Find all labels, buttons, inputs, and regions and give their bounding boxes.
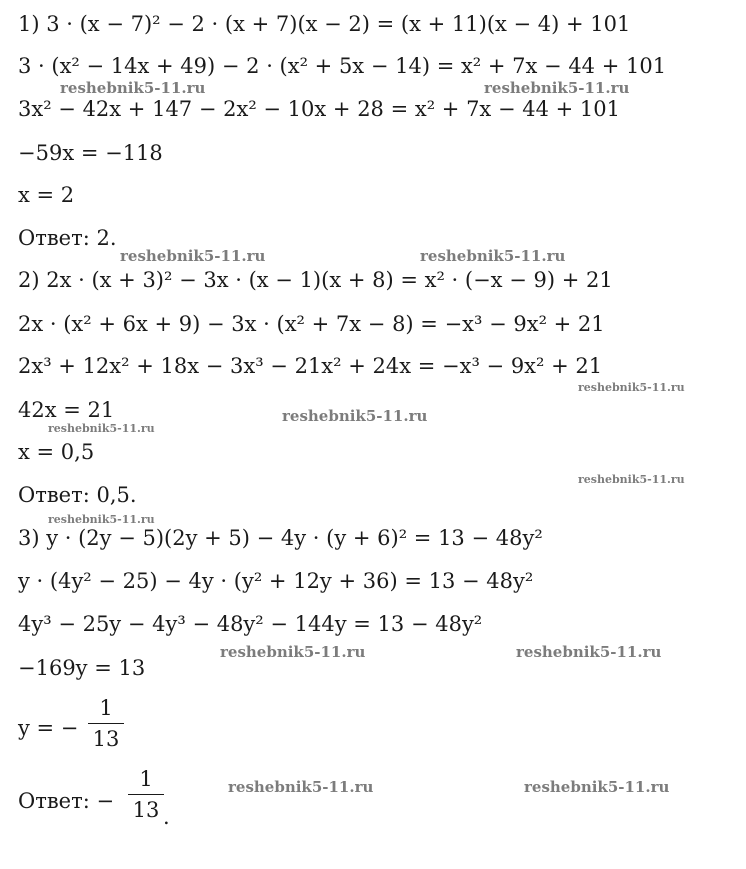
equation-line: 2) 2x · (x + 3)² − 3x · (x − 1)(x + 8) = x² · (−x − 9) + 21	[18, 268, 613, 292]
watermark: reshebnik5-11.ru	[282, 407, 428, 425]
answer-suffix: .	[163, 805, 170, 829]
answer-fraction	[128, 766, 164, 823]
watermark: reshebnik5-11.ru	[516, 643, 662, 661]
equation-line: −59x = −118	[18, 141, 163, 165]
fraction-bar	[88, 723, 124, 724]
watermark: reshebnik5-11.ru	[60, 79, 206, 97]
fraction	[88, 695, 124, 752]
equation-line: x = 2	[18, 183, 75, 207]
equation-line: 42x = 21	[18, 398, 115, 422]
watermark: reshebnik5-11.ru	[48, 513, 155, 526]
watermark: reshebnik5-11.ru	[484, 79, 630, 97]
watermark: reshebnik5-11.ru	[578, 381, 685, 394]
answer-denominator: 13	[132, 798, 160, 822]
fraction-denominator: 13	[92, 727, 120, 751]
watermark: reshebnik5-11.ru	[228, 778, 374, 796]
watermark: reshebnik5-11.ru	[120, 247, 266, 265]
answer-line: Ответ: 2.	[18, 226, 117, 250]
watermark: reshebnik5-11.ru	[220, 643, 366, 661]
equation-line: 3x² − 42x + 147 − 2x² − 10x + 28 = x² + 7x − 44 + 101	[18, 97, 620, 121]
answer-fraction-bar	[128, 794, 164, 795]
equation-line: 1) 3 · (x − 7)² − 2 · (x + 7)(x − 2) = (x + 11)(x − 4) + 101	[18, 12, 631, 36]
fraction-prefix: y = −	[18, 716, 79, 740]
equation-line: x = 0,5	[18, 440, 95, 464]
fraction-numerator: 1	[99, 696, 113, 720]
equation-line: 2x · (x² + 6x + 9) − 3x · (x² + 7x − 8) = −x³ − 9x² + 21	[18, 312, 605, 336]
equation-line: 4y³ − 25y − 4y³ − 48y² − 144y = 13 − 48y²	[18, 612, 483, 636]
answer-numerator: 1	[139, 767, 153, 791]
equation-line: 2x³ + 12x² + 18x − 3x³ − 21x² + 24x = −x³ − 9x² + 21	[18, 354, 603, 378]
answer-line: Ответ: 0,5.	[18, 483, 137, 507]
watermark: reshebnik5-11.ru	[48, 422, 155, 435]
answer-prefix: Ответ: −	[18, 789, 115, 813]
equation-line: 3 · (x² − 14x + 49) − 2 · (x² + 5x − 14) = x² + 7x − 44 + 101	[18, 54, 667, 78]
equation-line: 3) y · (2y − 5)(2y + 5) − 4y · (y + 6)² = 13 − 48y²	[18, 526, 543, 550]
watermark: reshebnik5-11.ru	[578, 473, 685, 486]
watermark: reshebnik5-11.ru	[524, 778, 670, 796]
equation-line: y · (4y² − 25) − 4y · (y² + 12y + 36) = 13 − 48y²	[18, 569, 534, 593]
equation-line: −169y = 13	[18, 656, 146, 680]
watermark: reshebnik5-11.ru	[420, 247, 566, 265]
